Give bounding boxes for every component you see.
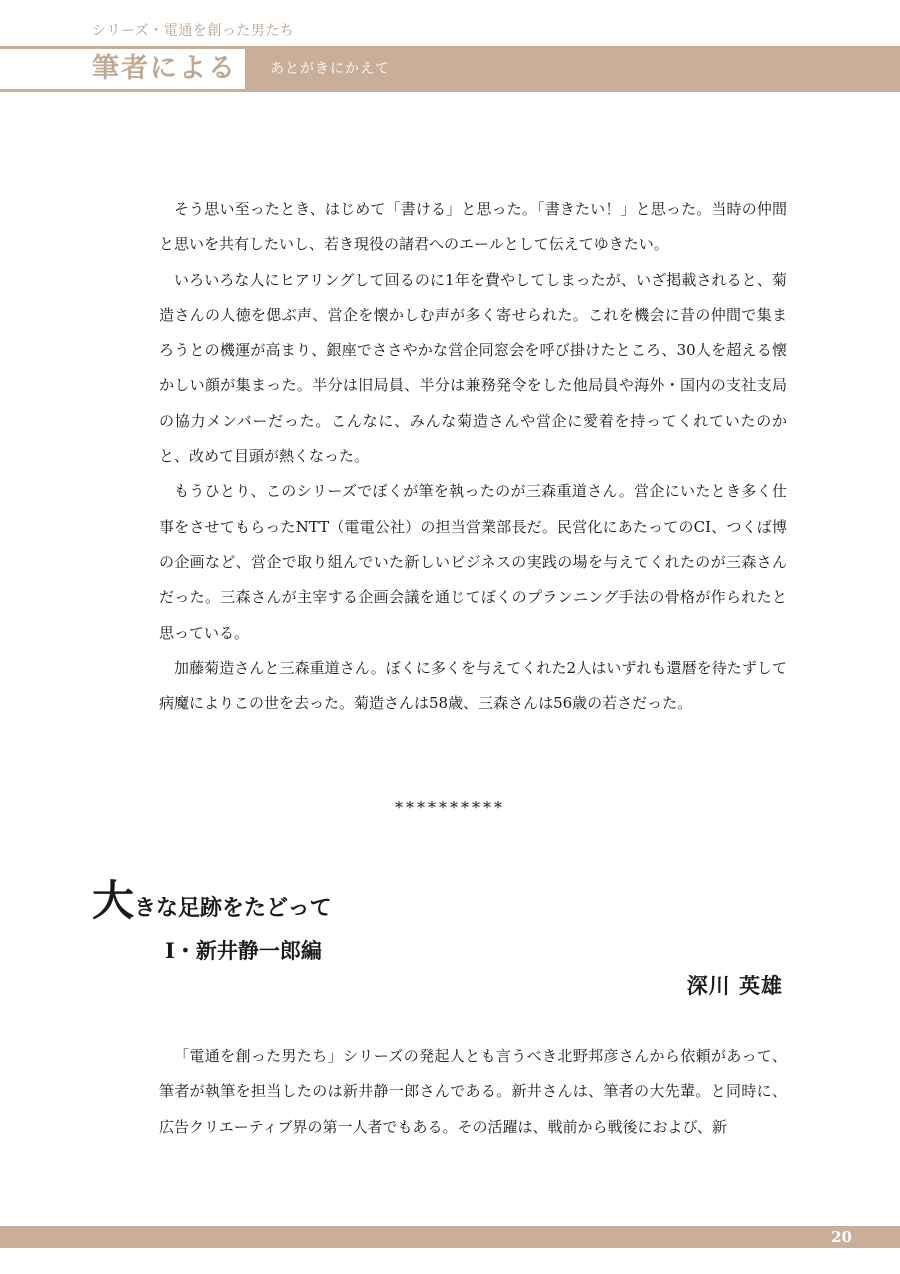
footer-band	[0, 1226, 900, 1248]
page-subtitle: あとがきにかえて	[270, 61, 390, 77]
heading-initial: 大	[92, 876, 135, 925]
paragraph: 加藤菊造さんと三森重道さん。ぼくに多くを与えてくれた2人はいずれも還暦を待たずして病魔によりこの世を去った。菊造さんは58歳、三森さんは56歳の若さだった。	[159, 658, 787, 713]
heading-rest: きな足跡をたどって	[134, 895, 332, 921]
header-band	[0, 46, 900, 92]
paragraph: もうひとり、このシリーズでぼくが筆を執ったのが三森重道さん。営企にいたとき多く仕事をさせてもらったNTT（電電公社）の担当営業部長だ。民営化にあたってのCI、つくば博の企画など、営企で取り組んでいた新しいビジネスの実践の場を与えてくれたのが三森さんだった。三森さんが主宰する企画会議を通じてぼくのプランニング手法の骨格が作られたと思っている。	[159, 482, 787, 642]
paragraph: そう思い至ったとき、はじめて「書ける」と思った。「書きたい！」と思った。当時の仲間と思いを共有したいし、若き現役の諸君へのエールとして伝えてゆきたい。	[159, 200, 787, 254]
afterword-body	[159, 192, 787, 721]
page-title: 筆者による	[92, 53, 237, 84]
paragraph: 「電通を創った男たち」シリーズの発起人とも言うべき北野邦彦さんから依頼があって、筆者が執筆を担当したのは新井静一郎さんである。新井さんは、筆者の大先輩。と同時に、広告クリエーティブ界の第一人者でもある。その活躍は、戦前から戦後におよび、新	[159, 1047, 787, 1136]
section-subheading: Ⅰ・新井静一郎編	[165, 938, 322, 963]
author-name: 深川 英雄	[686, 973, 783, 998]
article-body	[159, 1039, 787, 1145]
section-separator: **********	[395, 798, 505, 817]
section-heading	[92, 868, 332, 928]
header-title-box	[0, 49, 245, 89]
series-label: シリーズ・電通を創った男たち	[92, 23, 295, 39]
page-number: 20	[831, 1228, 852, 1246]
paragraph: いろいろな人にヒアリングして回るのに1年を費やしてしまったが、いざ掲載されると、菊造さんの人徳を偲ぶ声、営企を懐かしむ声が多く寄せられた。これを機会に昔の仲間で集まろうとの機運が高まり、銀座でささやかな営企同窓会を呼び掛けたところ、30人を超える懐かしい顔が集まった。半分は旧局員、半分は兼務発令をした他局員や海外・国内の支社支局の協力メンバーだった。こんなに、みんな菊造さんや営企に愛着を持ってくれていたのかと、改めて目頭が熱くなった。	[159, 270, 787, 466]
